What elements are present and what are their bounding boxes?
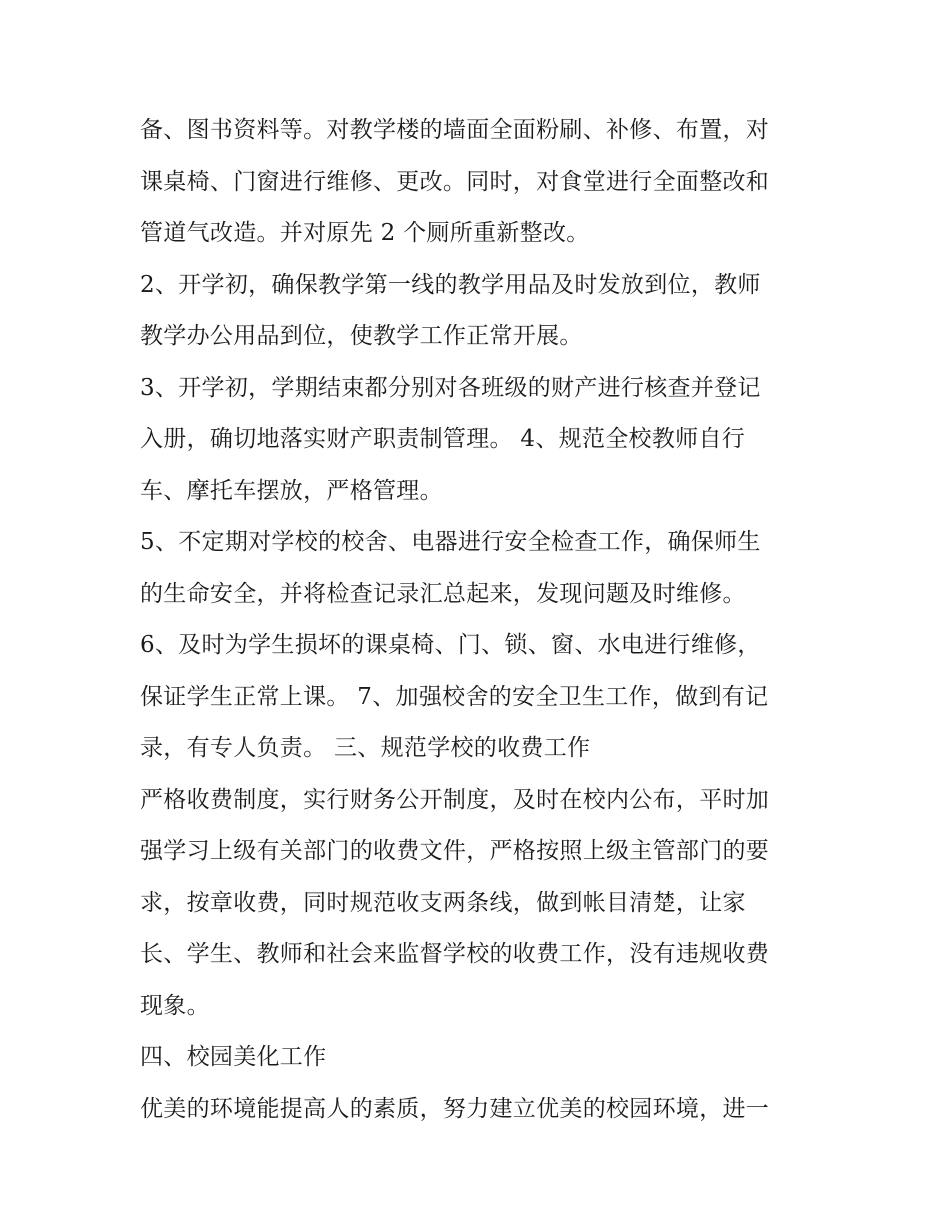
text-line: 3、开学初，学期结束都分别对各班级的财产进行核查并登记 — [140, 374, 761, 401]
text-line: 长、学生、教师和社会来监督学校的收费工作，没有违规收费 — [140, 941, 770, 967]
text-line: 备、图书资料等。对教学楼的墙面全面粉刷、补修、布置，对 — [140, 117, 770, 143]
text-line: 严格收费制度，实行财务公开制度，及时在校内公布，平时加 — [140, 786, 770, 813]
text-line: 6、及时为学生损坏的课桌椅、门、锁、窗、水电进行维修， — [140, 632, 761, 658]
text-line: 2、开学初，确保教学第一线的教学用品及时发放到位，教师 — [140, 271, 761, 298]
text-line: 求，按章收费，同时规范收支两条线，做到帐目清楚，让家 — [140, 889, 746, 916]
text-line: 车、摩托车摆放，严格管理。 — [140, 477, 443, 504]
text-line: 管道气改造。并对原先 2 个厕所重新整改。 — [140, 220, 590, 246]
text-line: 强学习上级有关部门的收费文件，严格按照上级主管部门的要 — [140, 838, 770, 864]
text-line: 现象。 — [140, 992, 210, 1019]
text-line: 的生命安全，并将检查记录汇总起来，发现问题及时维修。 — [140, 580, 746, 607]
text-line: 录，有专人负责。 三、规范学校的收费工作 — [140, 735, 591, 761]
section-heading: 四、校园美化工作 — [140, 1044, 327, 1070]
text-line: 保证学生正常上课。 7、加强校舍的安全卫生工作，做到有记 — [140, 683, 769, 710]
text-line: 优美的环境能提高人的素质，努力建立优美的校园环境，进一 — [140, 1095, 770, 1122]
text-line: 课桌椅、门窗进行维修、更改。同时，对食堂进行全面整改和 — [140, 168, 770, 195]
text-line: 5、不定期对学校的校舍、电器进行安全检查工作，确保师生 — [140, 529, 761, 555]
text-line: 入册，确切地落实财产职责制管理。 4、规范全校教师自行 — [140, 426, 746, 452]
body-text — [140, 105, 820, 1135]
text-line: 教学办公用品到位，使教学工作正常开展。 — [140, 323, 583, 349]
